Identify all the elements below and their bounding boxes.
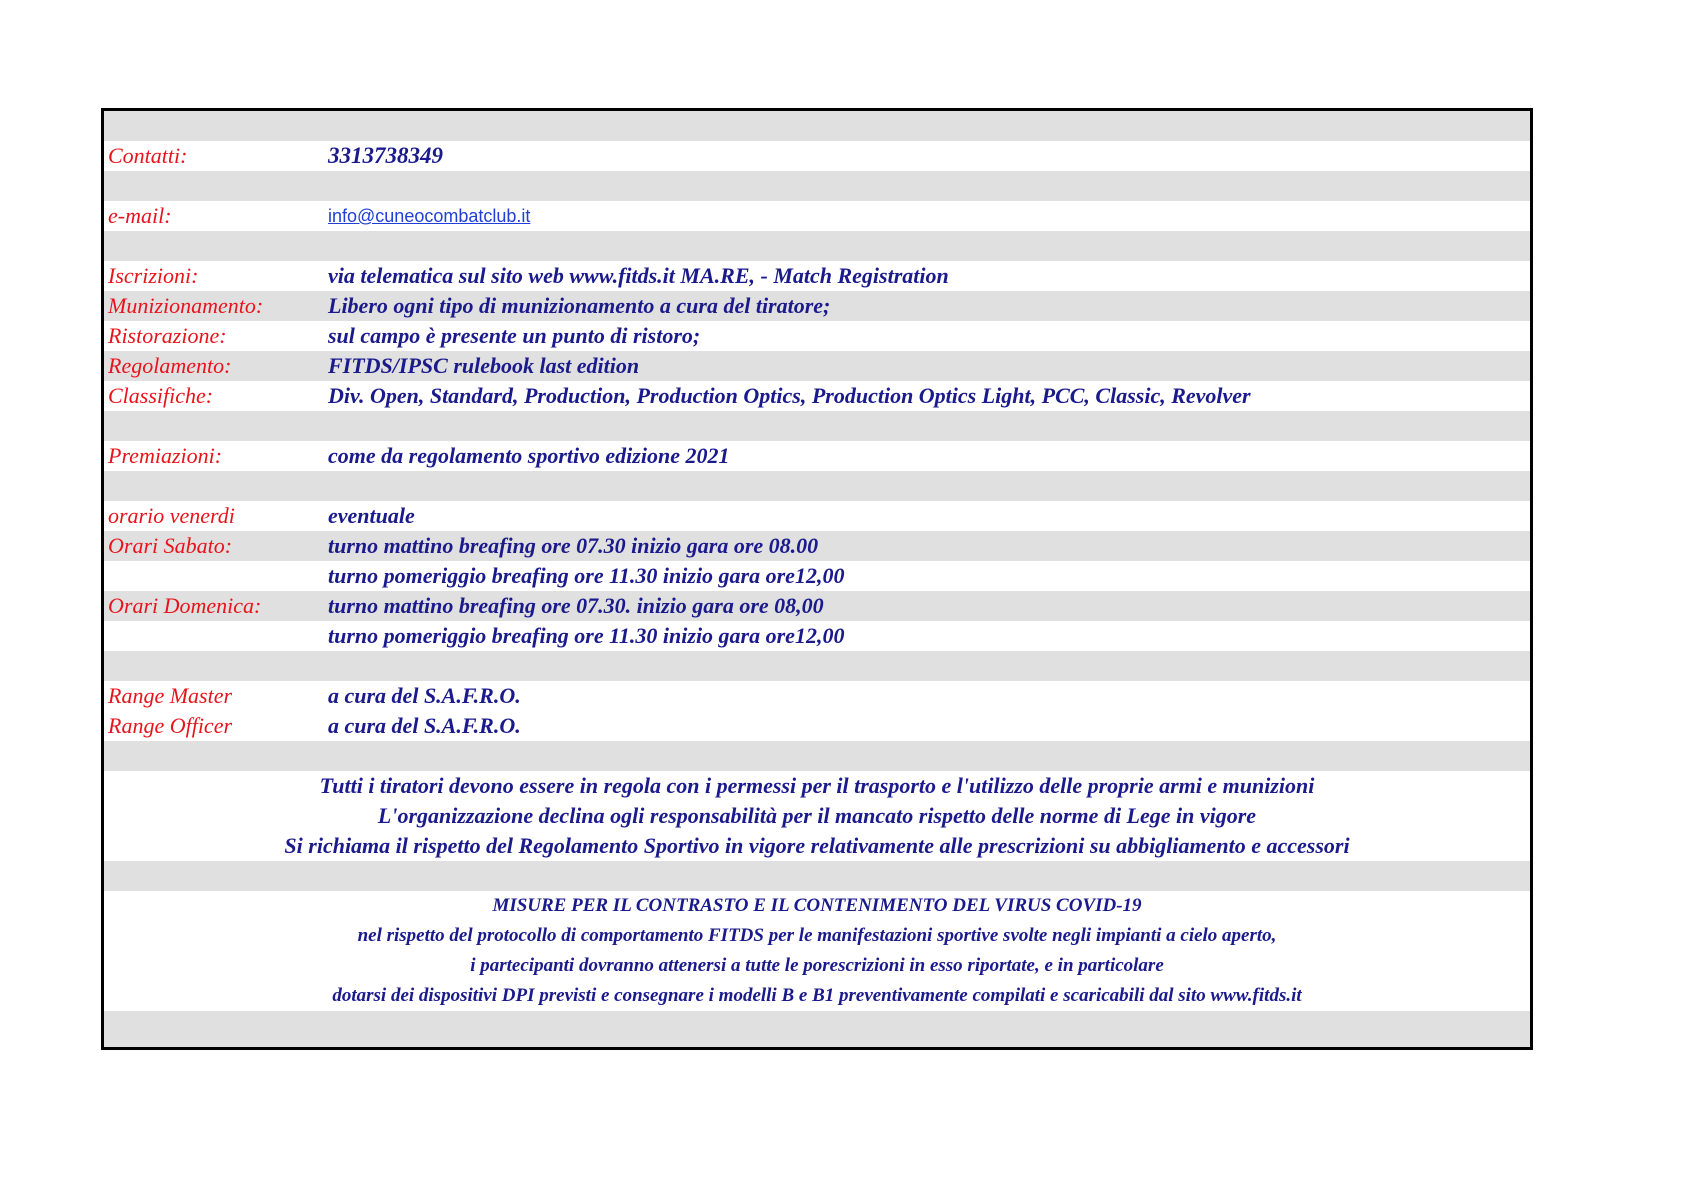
contacts-row: [104, 141, 1530, 171]
notice-text: Tutti i tiratori devono essere in regola con i permessi per il trasporto e l'utilizzo delle proprie armi e munizioni: [319, 773, 1315, 798]
notice-row: [104, 831, 1530, 861]
contacts-label: Contatti:: [108, 143, 188, 168]
official-row-range-master: [104, 681, 1530, 711]
detail-label: Iscrizioni:: [108, 263, 199, 288]
covid-title: MISURE PER IL CONTRASTO E IL CONTENIMENTO DEL VIRUS COVID-19: [492, 895, 1142, 916]
detail-row-rankings: [104, 381, 1530, 411]
awards-row: [104, 441, 1530, 471]
schedule-value: turno pomeriggio breafing ore 11.30 inizio gara ore12,00: [328, 563, 845, 588]
detail-row-ammunition: [104, 291, 1530, 321]
spacer-row: [104, 231, 1530, 261]
spacer-row: [104, 741, 1530, 771]
official-label: Range Officer: [108, 713, 233, 738]
spacer-row: [104, 411, 1530, 441]
schedule-label: Orari Sabato:: [108, 533, 233, 558]
detail-row-rules: [104, 351, 1530, 381]
schedule-value: turno pomeriggio breafing ore 11.30 inizio gara ore12,00: [328, 623, 845, 648]
detail-label: Munizionamento:: [108, 293, 264, 318]
schedule-row-friday: [104, 501, 1530, 531]
awards-value: come da regolamento sportivo edizione 2021: [328, 443, 730, 468]
spacer-row: [104, 171, 1530, 201]
covid-text: nel rispetto del protocollo di comportamento FITDS per le manifestazioni sportive svolte negli impianti a cielo aperto,: [357, 925, 1277, 946]
awards-label: Premiazioni:: [108, 443, 223, 468]
schedule-row-sunday-morning: [104, 591, 1530, 621]
official-value: a cura del S.A.F.R.O.: [328, 713, 521, 738]
spacer-row: [104, 861, 1530, 891]
notice-row: [104, 771, 1530, 801]
spacer-row: [104, 111, 1530, 141]
email-link[interactable]: info@cuneocombatclub.it: [328, 206, 531, 226]
detail-row-registrations: [104, 261, 1530, 291]
covid-row: [104, 981, 1530, 1011]
covid-title-row: [104, 891, 1530, 921]
schedule-value: turno mattino breafing ore 07.30. inizio gara ore 08,00: [328, 593, 824, 618]
detail-label: Classifiche:: [108, 383, 214, 408]
schedule-value: eventuale: [328, 503, 415, 528]
schedule-label: orario venerdi: [108, 503, 235, 528]
covid-row: [104, 951, 1530, 981]
schedule-value: turno mattino breafing ore 07.30 inizio gara ore 08.00: [328, 533, 819, 558]
official-label: Range Master: [108, 683, 233, 708]
detail-value: Libero ogni tipo di munizionamento a cura del tiratore;: [328, 293, 831, 318]
official-value: a cura del S.A.F.R.O.: [328, 683, 521, 708]
detail-label: Regolamento:: [108, 353, 232, 378]
detail-row-catering: [104, 321, 1530, 351]
detail-value: FITDS/IPSC rulebook last edition: [328, 353, 640, 378]
official-row-range-officer: [104, 711, 1530, 741]
detail-label: Ristorazione:: [108, 323, 227, 348]
schedule-label: Orari Domenica:: [108, 593, 262, 618]
covid-row: [104, 921, 1530, 951]
email-label: e-mail:: [108, 203, 172, 228]
schedule-row-sunday-afternoon: [104, 621, 1530, 651]
covid-text: dotarsi dei dispositivi DPI previsti e consegnare i modelli B e B1 preventivamente compilati e scaricabili dal sito www.fitds.it: [332, 985, 1302, 1006]
covid-text: i partecipanti dovranno attenersi a tutte le porescrizioni in esso riportate, e in particolare: [470, 955, 1164, 976]
spacer-row: [104, 651, 1530, 681]
contacts-phone: 3313738349: [328, 143, 443, 168]
event-info-sheet: [101, 108, 1533, 1050]
detail-value: Div. Open, Standard, Production, Production Optics, Production Optics Light, PCC, Classic, Revolver: [328, 383, 1251, 408]
schedule-row-saturday-morning: [104, 531, 1530, 561]
detail-value: via telematica sul sito web www.fitds.it MA.RE, - Match Registration: [328, 263, 949, 288]
detail-value: sul campo è presente un punto di ristoro;: [328, 323, 701, 348]
spacer-row: [104, 471, 1530, 501]
notice-row: [104, 801, 1530, 831]
schedule-row-saturday-afternoon: [104, 561, 1530, 591]
email-row: [104, 201, 1530, 231]
notice-text: L'organizzazione declina ogli responsabilità per il mancato rispetto delle norme di Lege in vigore: [377, 803, 1257, 828]
spacer-row: [104, 1011, 1530, 1047]
notice-text: Si richiama il rispetto del Regolamento Sportivo in vigore relativamente alle prescrizioni su abbigliamento e accessori: [284, 833, 1350, 858]
